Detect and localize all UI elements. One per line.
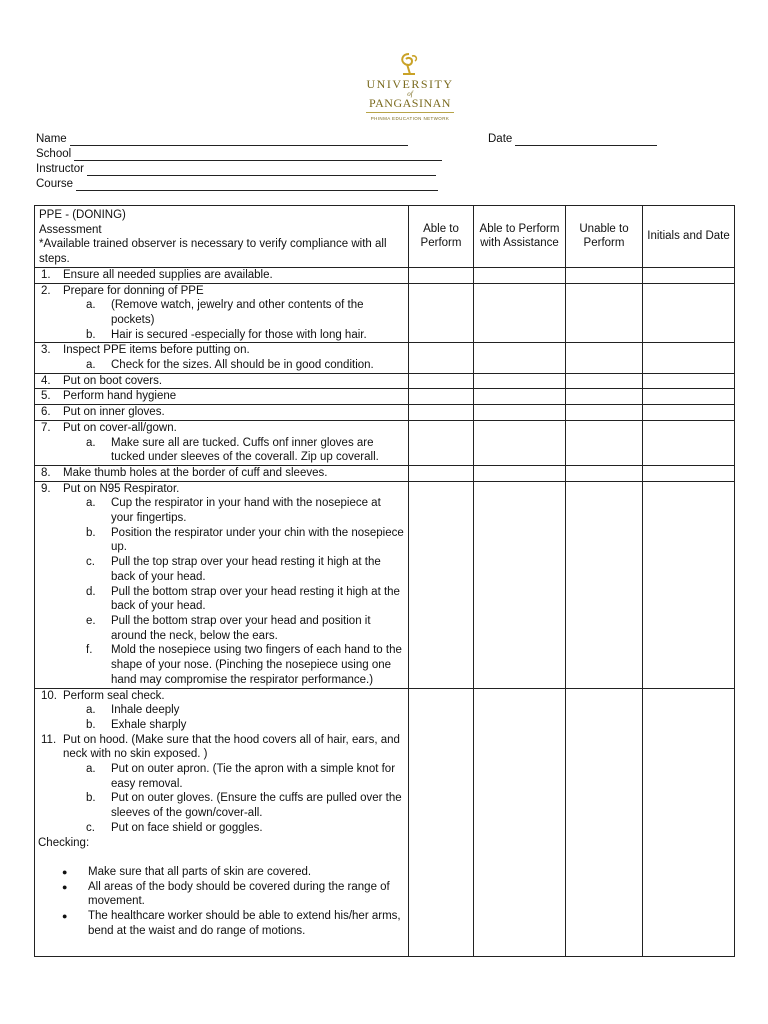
sub-step: b. Position the respirator under your chin with the nosepiece up. [86,526,404,554]
step-text: Put on inner gloves. [63,406,165,419]
initials-date[interactable] [643,405,735,421]
col-header-initials: Initials and Date [643,206,735,268]
logo-text-network: PHINMA EDUCATION NETWORK [370,116,450,121]
school-field [36,147,442,161]
checking-label: Checking: [38,836,90,849]
logo-text-university: UNIVERSITY [366,77,454,91]
check-able[interactable] [409,389,474,405]
initials-date[interactable] [643,267,735,283]
sub-step: a. Put on outer apron. (Tie the apron with a simple knot for easy removal. [86,763,396,790]
step-number: 3. [41,344,51,357]
step-cell [35,373,409,389]
table-row [35,267,735,283]
crest-icon [394,52,424,78]
check-unable[interactable] [566,343,643,373]
col-header-assistance: Able to Perform with Assistance [474,206,566,268]
initials-date[interactable] [643,420,735,465]
table-row [35,373,735,389]
school-label: School [36,148,72,160]
table-row [35,688,735,957]
check-able[interactable] [409,373,474,389]
check-unable[interactable] [566,688,643,957]
initials-date[interactable] [643,343,735,373]
school-input-line[interactable] [74,149,442,161]
check-able[interactable] [409,283,474,343]
check-assistance[interactable] [474,465,566,481]
instructor-input-line[interactable] [87,164,436,176]
sub-step: d. Pull the bottom strap over your head resting it high at the back of your head. [86,585,400,613]
sub-step: c. Pull the top strap over your head resting it high at the back of your head. [86,556,381,583]
instructor-field [36,162,436,176]
check-assistance[interactable] [474,283,566,343]
step-text: Put on N95 Respirator. [63,482,180,495]
check-unable[interactable] [566,267,643,283]
check-assistance[interactable] [474,481,566,688]
assessment-header [35,206,409,268]
check-able[interactable] [409,420,474,465]
sub-step: a. Cup the respirator in your hand with the nosepiece at your fingertips. [86,497,381,525]
course-input-line[interactable] [76,179,438,191]
table-row [35,389,735,405]
sub-step: b. Exhale sharply [86,718,187,731]
check-assistance[interactable] [474,405,566,421]
check-assistance[interactable] [474,267,566,283]
step-text: Inspect PPE items before putting on. [63,344,250,357]
initials-date[interactable] [643,481,735,688]
date-field [488,132,657,146]
bullet-icon: ● [62,881,68,892]
logo-divider [366,112,454,113]
step-cell [35,688,409,957]
step-number: 11. [41,733,57,746]
university-logo [360,52,460,130]
step-number: 1. [41,268,51,281]
step-number: 10. [41,689,57,702]
step-text: Put on boot covers. [63,374,163,387]
table-row [35,283,735,343]
check-able[interactable] [409,405,474,421]
sub-step: b. Put on outer gloves. (Ensure the cuffs are pulled over the sleeves of the gown/cover-all. [86,792,402,820]
step-number: 7. [41,421,51,434]
sub-step: f. Mold the nosepiece using two fingers of each hand to the shape of your nose. (Pinching the nosepiece using one hand may compromise the respirator performance.) [86,644,402,686]
checking-bullet: ● Make sure that all parts of skin are covered. [62,865,312,878]
step-cell [35,405,409,421]
step-number: 6. [41,406,51,419]
step-number: 5. [41,390,51,403]
step-number: 9. [41,482,51,495]
step-cell [35,481,409,688]
initials-date[interactable] [643,688,735,957]
check-able[interactable] [409,465,474,481]
check-unable[interactable] [566,420,643,465]
step-cell [35,389,409,405]
bullet-icon: ● [62,911,68,922]
initials-date[interactable] [643,465,735,481]
logo-text-of: of [407,90,413,98]
table-row [35,420,735,465]
check-unable[interactable] [566,283,643,343]
initials-date[interactable] [643,389,735,405]
table-row [35,481,735,688]
check-unable[interactable] [566,405,643,421]
check-able[interactable] [409,688,474,957]
bullet-icon: ● [62,866,68,877]
step-text: Perform seal check. [63,689,165,702]
step-cell [35,465,409,481]
checking-bullet: ● The healthcare worker should be able to extend his/her arms, bend at the waist and do range of motions. [62,910,401,937]
instructor-label: Instructor [36,163,84,175]
table-subtitle: Assessment [39,223,102,236]
check-assistance[interactable] [474,389,566,405]
check-unable[interactable] [566,481,643,688]
check-unable[interactable] [566,465,643,481]
check-assistance[interactable] [474,343,566,373]
course-field [36,177,438,191]
col-header-unable: Unable to Perform [566,206,643,268]
step-cell [35,267,409,283]
check-unable[interactable] [566,373,643,389]
sub-step: a. Check for the sizes. All should be in good condition. [86,359,374,372]
ppe-checklist-table [34,205,735,957]
step-text: Perform hand hygiene [63,390,177,403]
checking-bullet: ● All areas of the body should be covered during the range of movement. [62,880,390,908]
date-label: Date [488,133,513,145]
step-number: 8. [41,466,51,479]
table-row [35,465,735,481]
step-text: Make thumb holes at the border of cuff and sleeves. [63,466,328,479]
col-header-able: Able to Perform [409,206,474,268]
table-header-row [35,206,735,268]
table-row [35,343,735,373]
step-text: Put on hood. (Make sure that the hood covers all of hair, ears, and neck with no skin exposed. ) [63,733,400,761]
check-unable[interactable] [566,389,643,405]
table-title: PPE - (DONING) [39,209,126,221]
sub-step: a. Make sure all are tucked. Cuffs onf inner gloves are tucked under sleeves of the coverall. Zip up coverall. [86,436,379,464]
check-assistance[interactable] [474,688,566,957]
step-cell [35,343,409,373]
initials-date[interactable] [643,373,735,389]
name-input-line[interactable] [70,134,408,146]
sub-step: c. Put on face shield or goggles. [86,821,263,834]
check-able[interactable] [409,267,474,283]
step-text: Put on cover-all/gown. [63,421,177,434]
step-text: Ensure all needed supplies are available. [63,268,273,281]
step-cell [35,420,409,465]
course-label: Course [36,178,74,190]
date-input-line[interactable] [515,134,657,146]
name-label: Name [36,133,67,145]
sub-step: a. Inhale deeply [86,704,180,717]
check-able[interactable] [409,343,474,373]
initials-date[interactable] [643,283,735,343]
step-number: 4. [41,374,51,387]
table-note: *Available trained observer is necessary to verify compliance with all steps. [39,238,387,266]
check-assistance[interactable] [474,373,566,389]
check-assistance[interactable] [474,420,566,465]
step-number: 2. [41,284,51,297]
sub-step: b. Hair is secured -especially for those with long hair. [86,328,367,341]
check-able[interactable] [409,481,474,688]
name-field [36,132,408,146]
logo-text-pangasinan: PANGASINAN [369,96,451,110]
step-cell [35,283,409,343]
sub-step: a. (Remove watch, jewelry and other contents of the pockets) [86,299,364,326]
sub-step: e. Pull the bottom strap over your head and position it around the neck, below the ears. [86,614,371,642]
step-text: Prepare for donning of PPE [63,284,204,297]
table-row [35,405,735,421]
